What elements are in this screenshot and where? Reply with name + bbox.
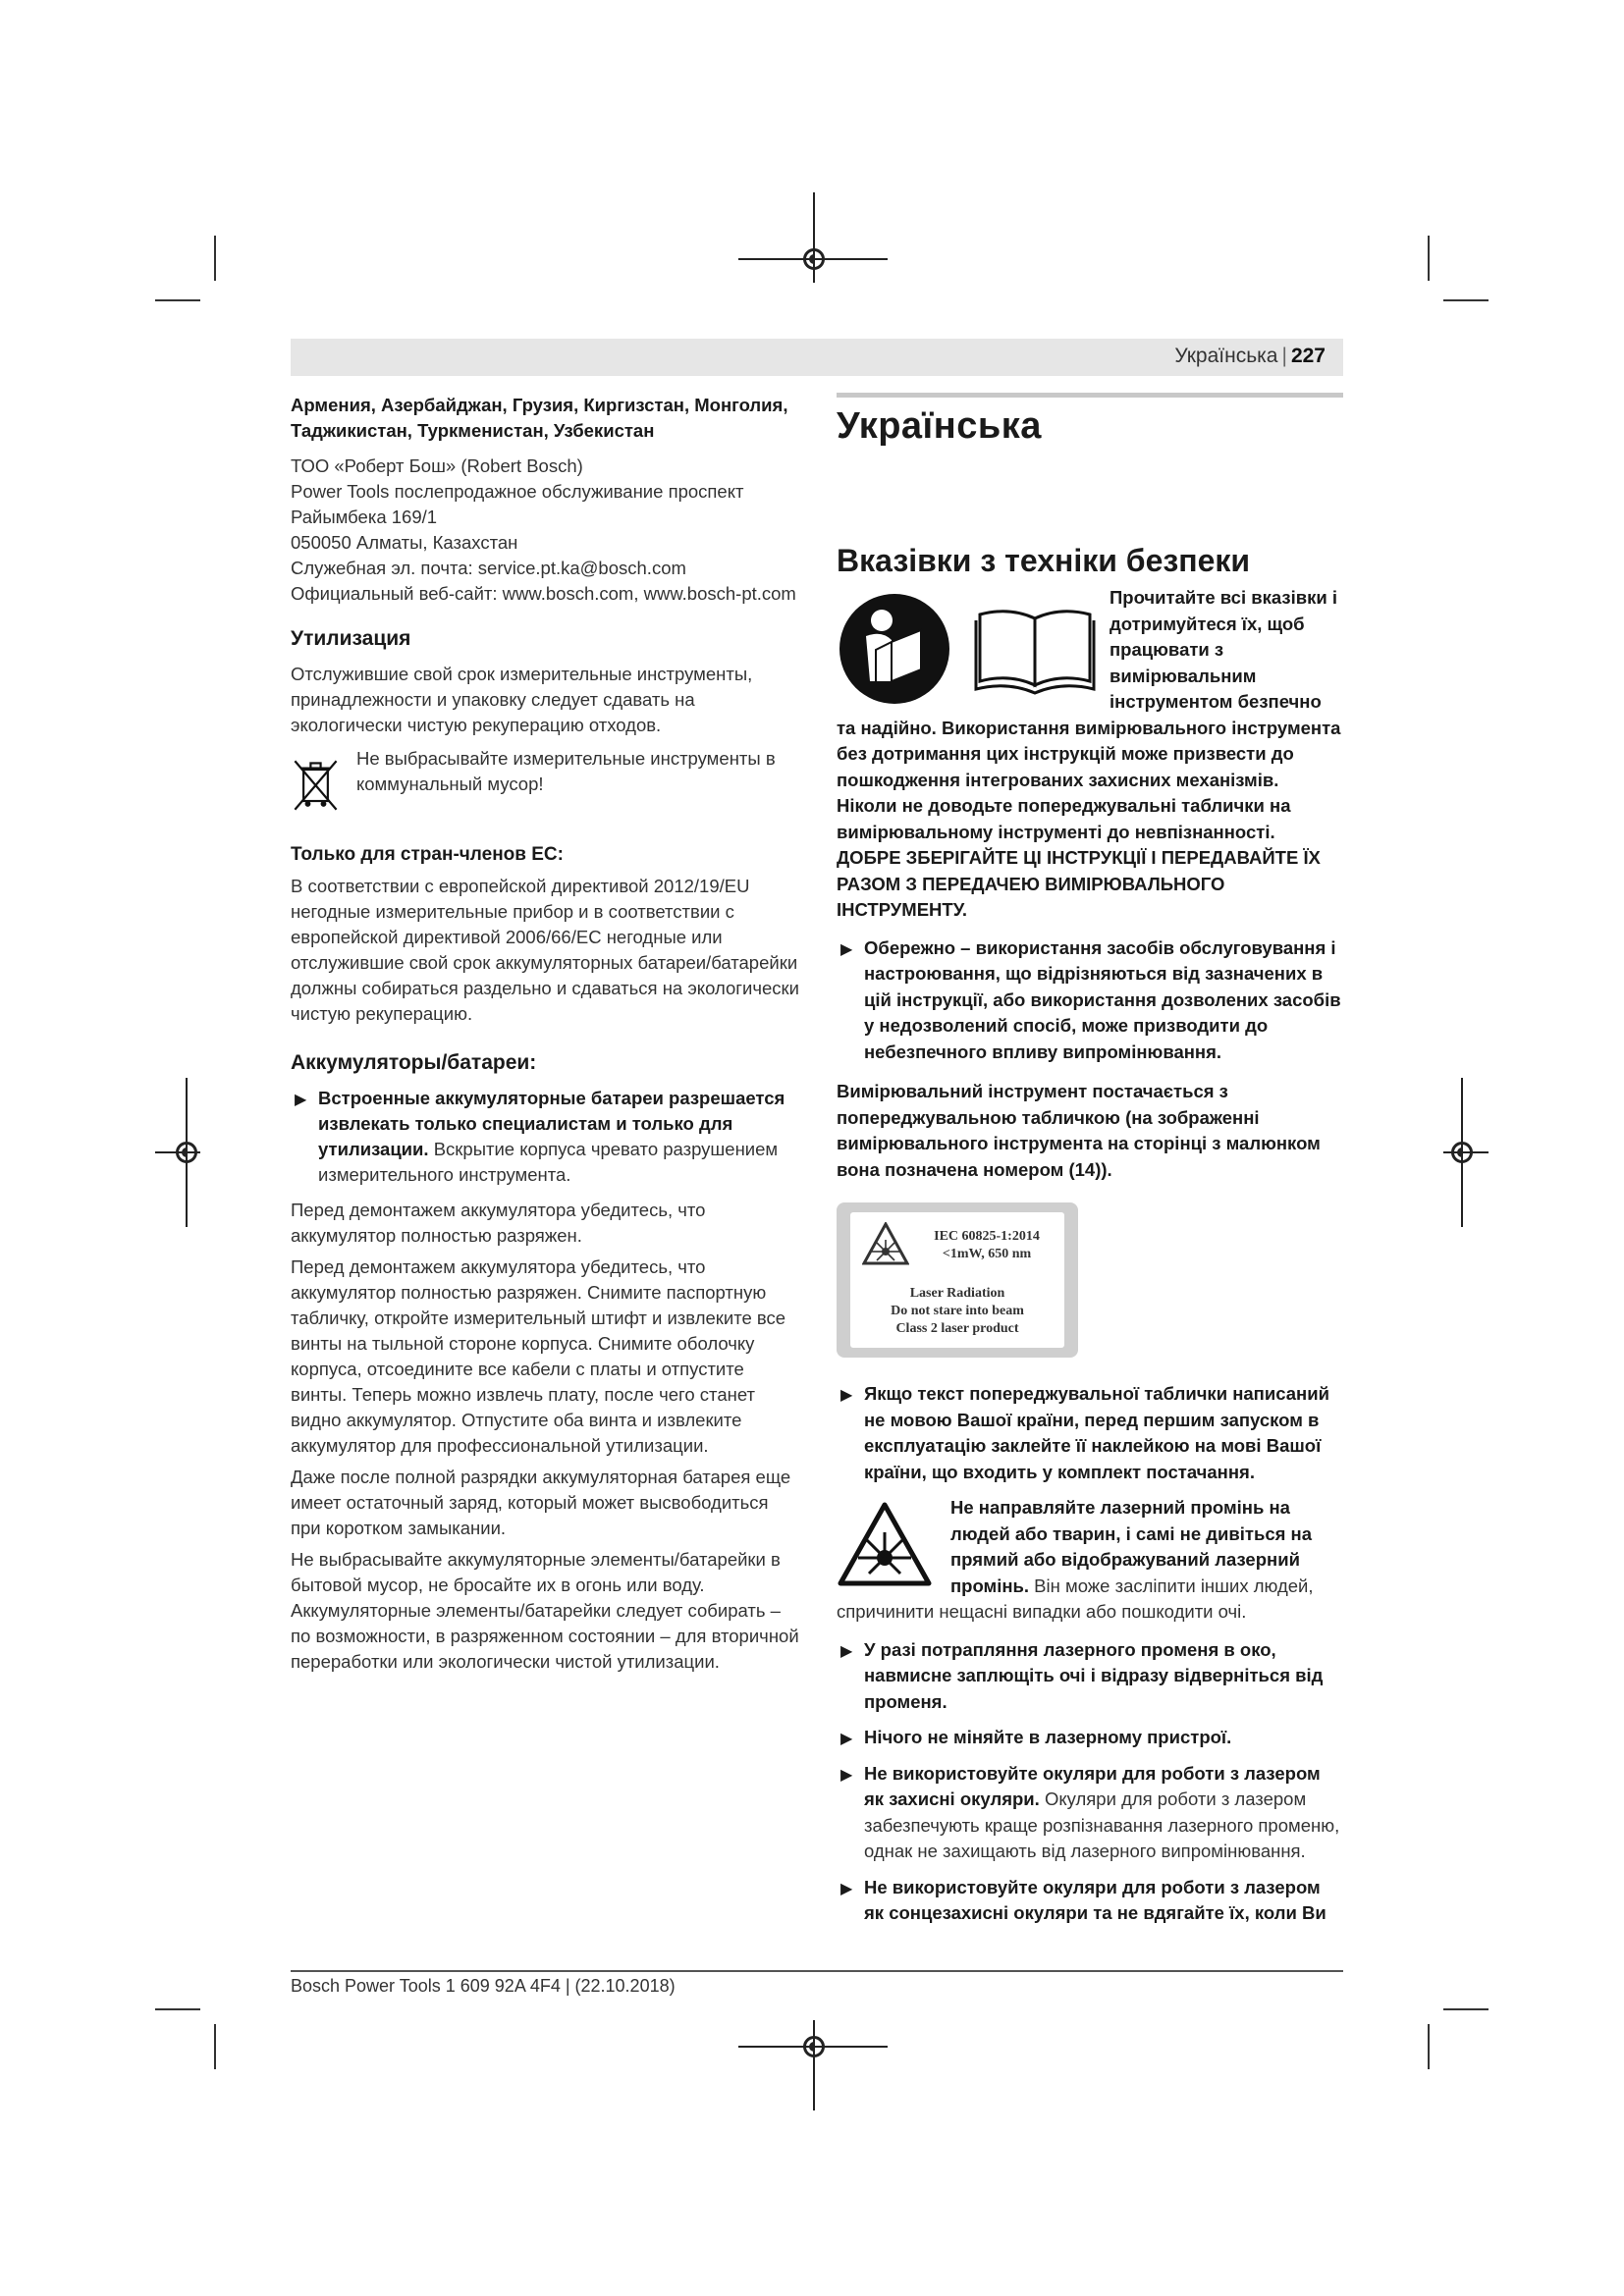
bin-notice-text: Не выбрасывайте измерительные инструменты в коммунальный мусор! xyxy=(355,748,776,794)
bin-notice xyxy=(291,746,801,825)
header-label xyxy=(1174,345,1326,368)
batteries-heading: Аккумуляторы/батареи: xyxy=(291,1051,537,1074)
eu-heading: Только для стран-членов ЕС: xyxy=(291,844,564,865)
laser-warning-icon xyxy=(837,1501,933,1587)
safety-bullet xyxy=(837,935,1343,1066)
battery-para-3: Даже после полной разрядки аккумуляторная батарея еще имеет остаточный заряд, который может высвободиться при коротком замыкании. xyxy=(291,1467,791,1538)
section-rule xyxy=(837,393,1343,398)
address-website: Официальный веб-сайт: www.bosch.com, www.bosch-pt.com xyxy=(291,583,796,604)
battery-para-4: Не выбрасывайте аккумуляторные элементы/батарейки в бытовой мусор, не бросайте их в огонь или воду. Аккумуляторные элементы/батарейки следует собирать – по возможности, в разряженном состоянии – для вторичной переработки или экологически чистой утилизации. xyxy=(291,1549,799,1672)
read-manual-icon xyxy=(837,591,952,707)
laser-warning-label xyxy=(837,1202,1078,1358)
battery-warning-text: Вскрытие корпуса чревато разрушением измерительного инструмента. xyxy=(318,1139,779,1185)
label-class: Class 2 laser product xyxy=(895,1321,1019,1336)
left-column xyxy=(291,393,801,1681)
header-separator: | xyxy=(1281,345,1287,367)
label-power: <1mW, 650 nm xyxy=(942,1247,1032,1261)
page-header xyxy=(291,339,1343,376)
bullet-text: Не використовуйте окуляри для роботи з лазером як сонцезахисні окуляри та не вдягайте їх, коли Ви xyxy=(864,1876,1326,1923)
bullet-arrow-icon: ▶ xyxy=(840,940,853,958)
label-intro: Вимірювальний інструмент постачається з попереджувальною табличкою (на зображенні вимірювального інструмента на сторінці з малюнком вона позначена номером (14)). xyxy=(837,1081,1321,1180)
footer-text: Bosch Power Tools 1 609 92A 4F4 | (22.10.2018) xyxy=(291,1976,676,1996)
bullet-arrow-icon: ▶ xyxy=(840,1642,853,1660)
battery-warning-bold: Встроенные аккумуляторные батареи разрешается извлекать только специалистам и только для утилизации. xyxy=(318,1088,785,1159)
safety-bullet xyxy=(837,1725,1343,1751)
address-line: 050050 Алматы, Казахстан xyxy=(291,532,518,553)
safety-bullet xyxy=(837,1875,1343,1927)
book-icon xyxy=(974,603,1096,697)
laser-notice-bold: Не направляйте лазерний промінь на людей або тварин, і самі не дивіться на прямий або відображуваний лазерний промінь. xyxy=(950,1497,1313,1596)
footer-rule xyxy=(291,1970,1343,1972)
address-line: ТОО «Роберт Бош» (Robert Bosch) xyxy=(291,455,583,476)
bullet-text: Нічого не міняйте в лазерному пристрої. xyxy=(864,1727,1232,1747)
crossed-out-bin-icon xyxy=(291,746,341,825)
battery-para-1: Перед демонтажем аккумулятора убедитесь, что аккумулятор полностью разряжен. xyxy=(291,1200,706,1246)
safety-intro: Прочитайте всі вказівки і дотримуйтеся їх, щоб працювати з вимірювальним інструментом безпечно та надійно. Використання вимірювального інструмента без дотримання цих інструкцій може призвести до пошкодження інтегрованих захисних механізмів. Ніколи не доводьте попереджувальні таблички на вимірювальному інструменті до невпізнанності. ДОБРЕ ЗБЕРІГАЙТЕ ЦІ ІНСТРУКЦІЇ І ПЕРЕДАВАЙТЕ ЇХ РАЗОМ З ПЕРЕДАЧЕЮ ВИМІРЮВАЛЬНОГО ІНСТРУМЕНТУ. xyxy=(837,587,1341,920)
bullet-text: Обережно – використання засобів обслуговування і настроювання, що відрізняються від зазначених в цій інструкції, або використання дозволених засобів у недозволений спосіб, може призводити до небезпечного впливу випромінювання. xyxy=(864,936,1341,1062)
label-do-not-stare: Do not stare into beam xyxy=(891,1304,1024,1318)
manual-icons xyxy=(837,591,1096,709)
page-number: 227 xyxy=(1290,345,1326,367)
header-section: Українська xyxy=(1174,345,1278,367)
label-radiation: Laser Radiation xyxy=(909,1286,1005,1301)
right-column xyxy=(837,393,1343,1937)
warning-label-face xyxy=(850,1212,1064,1348)
address-email: Служебная эл. почта: service.pt.ka@bosch.com xyxy=(291,558,686,578)
battery-warning xyxy=(291,1086,801,1188)
bullet-arrow-icon: ▶ xyxy=(840,1387,853,1404)
language-title: Українська xyxy=(837,405,1042,447)
battery-para-2: Перед демонтажем аккумулятора убедитесь, что аккумулятор полностью разряжен. Снимите паспортную табличку, откройте измерительный штифт и извлеките все винты на тыльной стороне корпуса. Снимите оболочку корпуса, отсоедините все кабели с платы и отпустите винты. Теперь можно извлечь плату, после чего станет видно аккумулятор. Отпустите оба винта и извлеките аккумулятор для профессиональной утилизации. xyxy=(291,1256,786,1456)
laser-hazard-sign xyxy=(837,1501,937,1591)
bullet-arrow-icon: ▶ xyxy=(840,1766,853,1784)
service-address xyxy=(291,454,801,607)
laser-warning-icon xyxy=(862,1222,909,1265)
bullet-arrow-icon: ▶ xyxy=(295,1092,307,1108)
bullet-text: Окуляри для роботи з лазером забезпечують краще розпізнавання лазерного променю, однак не захищають від лазерного випромінювання. xyxy=(864,1789,1340,1861)
disposal-text: Отслужившие свой срок измерительные инструменты, принадлежности и упаковку следует сдавать на экологически чистую рекуперацию отходов. xyxy=(291,664,753,735)
safety-bullet xyxy=(837,1761,1343,1865)
safety-heading: Вказівки з техніки безпеки xyxy=(837,542,1251,578)
eu-text: В соответствии с европейской директивой 2012/19/EU негодные измерительные прибор и в соответствии с европейской директивой 2006/66/EC негодные или отслужившие свой срок аккумуляторных батареи/батарейки должны собираться раздельно и сдаваться на экологически чистую рекуперацию. xyxy=(291,876,799,1024)
laser-notice-rest: Він може засліпити інших людей, спричинити нещасні випадки або пошкодити очі. xyxy=(837,1575,1314,1622)
region-title: Армения, Азербайджан, Грузия, Киргизстан, Монголия, Таджикистан, Туркменистан, Узбекистан xyxy=(291,395,788,441)
bullet-arrow-icon: ▶ xyxy=(840,1731,853,1747)
bullet-text: У разі потрапляння лазерного променя в око, навмисне заплющіть очі і відразу відверніться від променя. xyxy=(864,1638,1324,1712)
safety-bullet xyxy=(837,1637,1343,1716)
bullet-arrow-icon: ▶ xyxy=(840,1880,853,1897)
bullet-text: Якщо текст попереджувальної таблички написаний не мовою Вашої країни, перед першим запуском в експлуатацію заклейте її наклейкою на мові Вашої країни, що входить у комплект постачання. xyxy=(864,1383,1329,1482)
disposal-heading: Утилизация xyxy=(291,627,411,650)
safety-bullet xyxy=(837,1381,1343,1485)
label-standard: IEC 60825-1:2014 xyxy=(934,1229,1040,1244)
address-line: Power Tools послепродажное обслуживание проспект Райымбека 169/1 xyxy=(291,481,744,527)
bullet-text-bold: Не використовуйте окуляри для роботи з лазером як захисні окуляри. xyxy=(864,1762,1321,1809)
laser-notice xyxy=(837,1495,1343,1626)
